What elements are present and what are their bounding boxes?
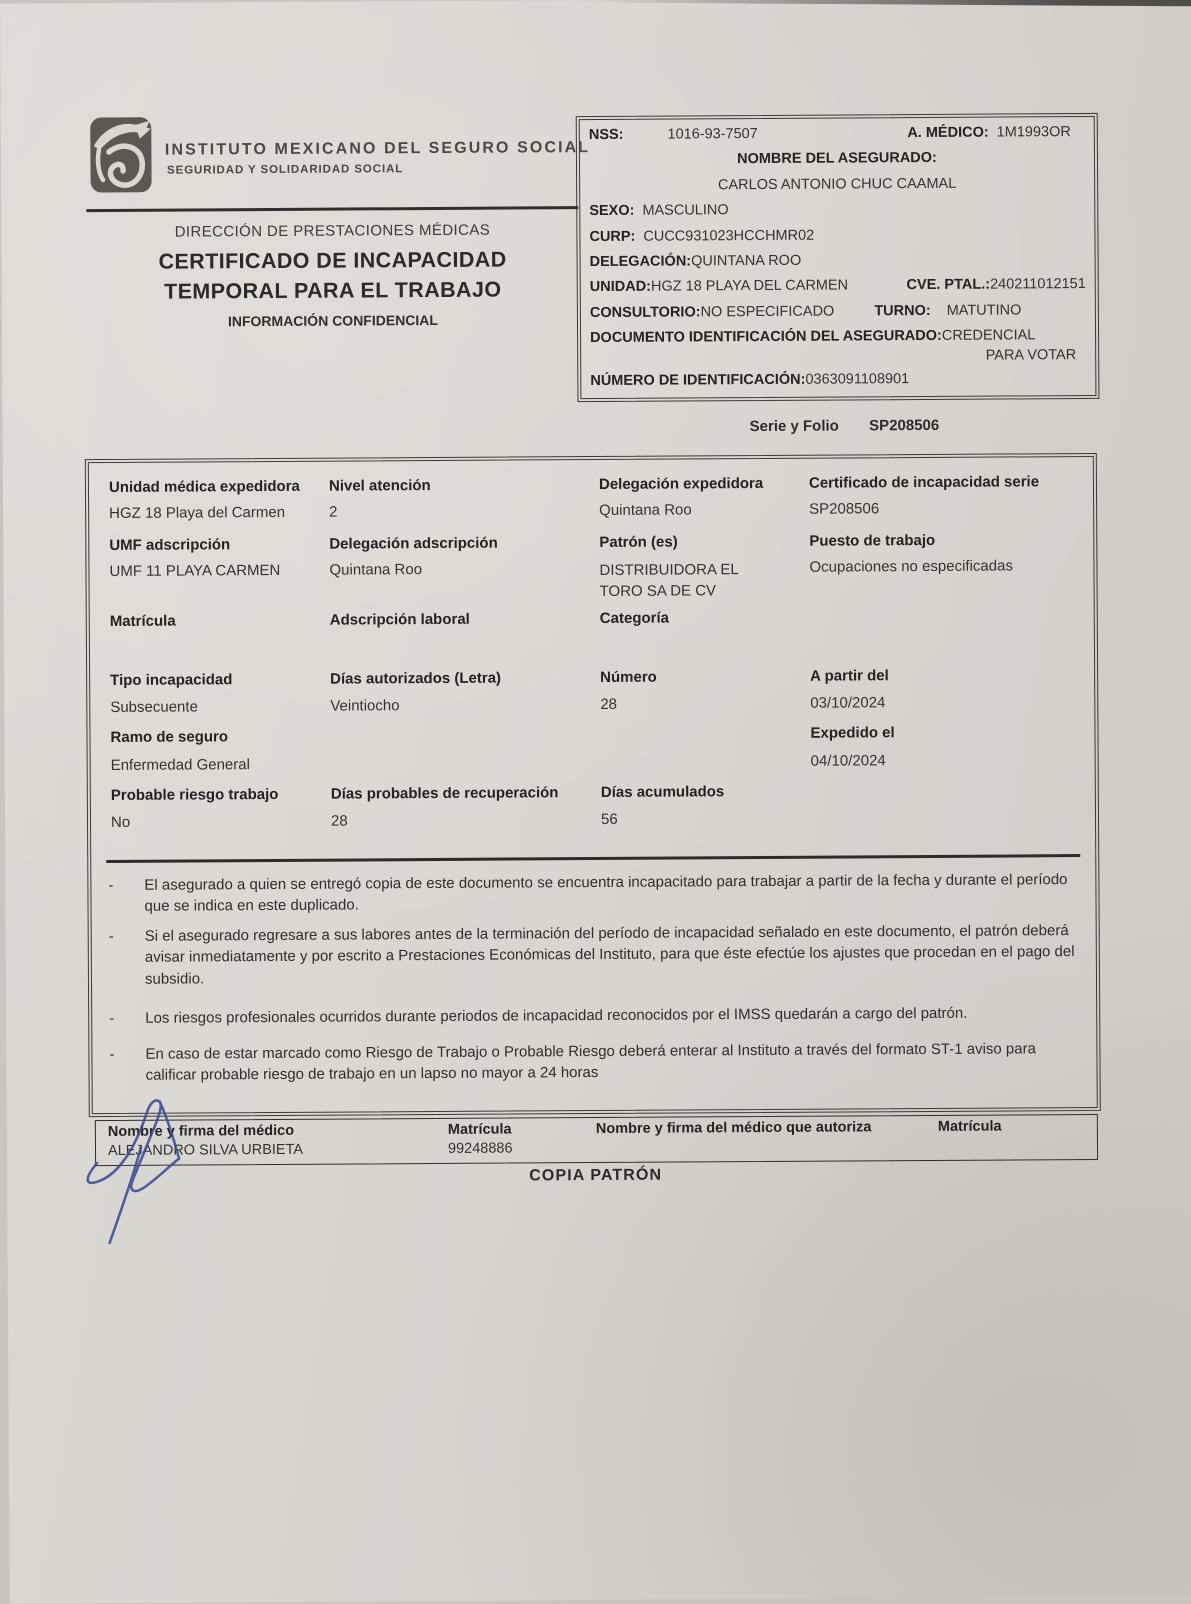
turno-value: MATUTINO — [946, 302, 1022, 319]
curp-value: CUCC931023HCCHMR02 — [643, 227, 815, 245]
numero-id-label: NÚMERO DE IDENTIFICACIÓN: — [590, 371, 806, 390]
institute-subtitle: SEGURIDAD Y SOLIDARIDAD SOCIAL — [166, 163, 404, 177]
delegacion-value: QUINTANA ROO — [691, 252, 802, 270]
label-matricula: Matrícula — [109, 612, 176, 630]
note-marker: - — [109, 1009, 115, 1027]
note-text: Si el asegurado regresare a sus labores antes de la terminación del período de incapacidad señalado en este documento, el patrón deberá avisar inmediatamente y por escrito a Prestaciones Económicas del Instituto, para que éste efectúe los ajustes que procedan en el pago del subsidio. — [144, 921, 1075, 988]
document-title-line1: CERTIFICADO DE INCAPACIDAD — [158, 247, 507, 274]
doctor-name-value: ALEJANDRO SILVA URBIETA — [107, 1141, 304, 1159]
turno-label: TURNO: — [874, 302, 931, 320]
value-dias-acumulados: 56 — [600, 810, 618, 828]
note-item — [107, 1002, 1081, 1029]
value-unidad-medica-expedidora: HGZ 18 Playa del Carmen — [109, 503, 286, 522]
note-item — [107, 1038, 1081, 1087]
label-probable-riesgo: Probable riesgo trabajo — [110, 785, 279, 804]
label-puesto-trabajo: Puesto de trabajo — [809, 531, 936, 550]
documento-id-label: DOCUMENTO IDENTIFICACIÓN DEL ASEGURADO: — [590, 328, 942, 347]
value-delegacion-expedidora: Quintana Roo — [599, 501, 692, 519]
note-marker: - — [108, 927, 114, 945]
note-item — [107, 920, 1081, 990]
consultorio-label: CONSULTORIO: — [589, 304, 701, 321]
value-patron: DISTRIBUIDORA EL TORO SA DE CV — [599, 561, 739, 600]
value-umf-adscripcion: UMF 11 PLAYA CARMEN — [109, 561, 281, 580]
value-dias-recuperacion: 28 — [330, 812, 348, 830]
value-probable-riesgo: No — [110, 813, 131, 831]
sexo-value: MASCULINO — [642, 202, 729, 219]
documento-id-value: CREDENCIAL — [941, 327, 1036, 345]
empty-cell — [601, 753, 811, 771]
label-tipo-incapacidad: Tipo incapacidad — [110, 671, 233, 689]
note-marker: - — [109, 1045, 115, 1063]
empty-cell — [810, 607, 1074, 626]
label-certificado-serie: Certificado de incapacidad serie — [808, 473, 1040, 492]
label-a-partir-del: A partir del — [810, 667, 889, 685]
authorizing-doctor-label: Nombre y firma del médico que autoriza — [595, 1119, 872, 1138]
authorizing-matricula-label: Matrícula — [937, 1118, 1002, 1135]
note-marker: - — [108, 876, 114, 894]
doctor-matricula-value: 99248886 — [447, 1140, 513, 1157]
documento-id-value2: PARA VOTAR — [985, 346, 1077, 364]
insured-name-value: CARLOS ANTONIO CHUC CAAMAL — [717, 175, 957, 194]
certificate-grid — [89, 457, 1095, 831]
value-delegacion-adscripcion: Quintana Roo — [329, 561, 423, 579]
value-puesto-trabajo: Ocupaciones no especificadas — [809, 557, 1013, 576]
empty-cell — [811, 808, 1075, 827]
value-dias-autorizados-letra: Veintiocho — [330, 697, 400, 715]
label-delegacion-adscripcion: Delegación adscripción — [329, 534, 498, 553]
confidential-line: INFORMACIÓN CONFIDENCIAL — [227, 311, 439, 330]
label-dias-acumulados: Días acumulados — [600, 783, 725, 801]
label-dias-autorizados-letra: Días autorizados (Letra) — [330, 669, 502, 688]
label-delegacion-expedidora: Delegación expedidora — [598, 474, 764, 493]
doctor-name-label: Nombre y firma del médico — [107, 1122, 295, 1140]
nss-line — [589, 120, 1085, 148]
value-nivel-atencion: 2 — [329, 503, 338, 521]
insured-name-label: NOMBRE DEL ASEGURADO: — [737, 150, 937, 168]
cve-ptal-value: 240211012151 — [989, 276, 1086, 294]
empty-cell — [331, 754, 601, 773]
unidad-label: UNIDAD: — [589, 279, 652, 296]
value-ramo-seguro: Enfermedad General — [110, 756, 250, 774]
label-numero: Número — [600, 668, 657, 686]
sexo-label: SEXO: — [589, 202, 635, 220]
label-nivel-atencion: Nivel atención — [328, 477, 431, 495]
empty-cell — [811, 781, 1075, 800]
numero-id-value: 0363091108901 — [805, 371, 910, 388]
certificate-box — [88, 456, 1098, 1114]
value-expedido-el: 04/10/2024 — [810, 752, 886, 770]
value-a-partir-del: 03/10/2024 — [810, 694, 886, 712]
photo-edge-shadow — [571, 0, 1191, 10]
label-unidad-medica-expedidora: Unidad médica expedidora — [108, 477, 300, 496]
label-expedido-el: Expedido el — [810, 724, 895, 742]
note-item — [106, 869, 1080, 918]
doctor-matricula-label: Matrícula — [447, 1121, 512, 1138]
empty-cell — [330, 726, 600, 745]
delegacion-label: DELEGACIÓN: — [589, 253, 692, 271]
signature-strip — [95, 1114, 1098, 1166]
serie-folio-row — [750, 417, 940, 435]
insured-info-box — [579, 116, 1097, 399]
serie-folio-label: Serie y Folio — [749, 417, 839, 436]
nss-label: NSS: — [588, 126, 624, 144]
notes-list — [106, 869, 1081, 1087]
note-text: En caso de estar marcado como Riesgo de Trabajo o Probable Riesgo deberá enterar al Instituto a través del formato ST-1 aviso para calificar probable riesgo de trabajo en un lapso no mayor a 24 horas — [145, 1039, 1036, 1084]
medico-label: A. MÉDICO: — [907, 124, 989, 142]
serie-folio-value: SP208506 — [869, 416, 940, 435]
unidad-value: HGZ 18 PLAYA DEL CARMEN — [650, 277, 849, 296]
label-categoria: Categoría — [599, 609, 670, 627]
institute-name: INSTITUTO MEXICANO DEL SEGURO SOCIAL — [164, 139, 591, 159]
label-dias-recuperacion: Días probables de recuperación — [330, 784, 559, 803]
header-divider — [86, 206, 578, 212]
empty-cell — [600, 725, 810, 743]
label-ramo-seguro: Ramo de seguro — [110, 728, 229, 746]
label-adscripcion-laboral: Adscripción laboral — [329, 610, 470, 629]
note-text: Los riesgos profesionales ocurridos durante periodos de incapacidad reconocidos por el IMSS quedarán a cargo del patrón. — [145, 1004, 968, 1027]
imss-logo-icon — [89, 116, 153, 194]
label-patron: Patrón (es) — [599, 533, 678, 551]
copy-type-label: COPIA PATRÓN — [529, 1166, 663, 1185]
label-umf-adscripcion: UMF adscripción — [109, 536, 231, 554]
value-tipo-incapacidad: Subsecuente — [110, 698, 198, 716]
nss-value: 1016-93-7507 — [667, 126, 758, 143]
note-text: El asegurado a quien se entregó copia de este documento se encuentra incapacitado para trabajar a partir de la fecha y durante el período que se indica en este duplicado. — [144, 870, 1068, 915]
direction-line: DIRECCIÓN DE PRESTACIONES MÉDICAS — [174, 221, 491, 241]
cve-ptal-label: CVE. PTAL.: — [906, 277, 991, 294]
curp-label: CURP: — [589, 228, 636, 245]
medico-value: 1M1993OR — [996, 124, 1071, 141]
document-title-line2: TEMPORAL PARA EL TRABAJO — [164, 277, 502, 304]
notes-divider — [106, 854, 1080, 862]
consultorio-value: NO ESPECIFICADO — [700, 303, 835, 321]
value-certificado-serie: SP208506 — [809, 500, 880, 518]
value-numero: 28 — [600, 695, 618, 713]
